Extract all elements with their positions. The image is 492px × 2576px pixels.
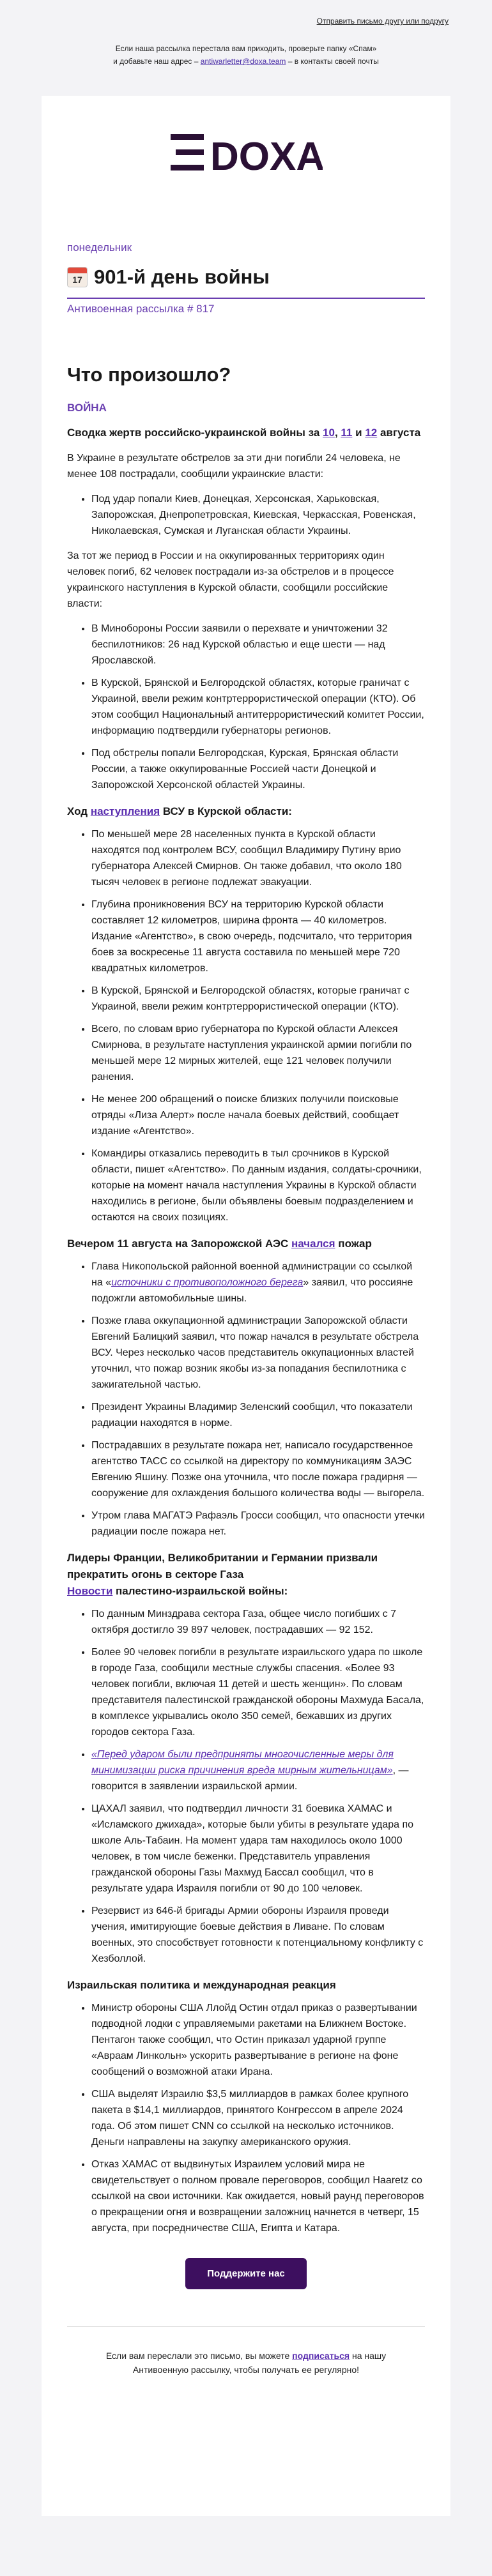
list-item: • В Курской, Брянской и Белгородской областях, которые граничат с Украиной, ввели режим контртеррористической операции (КТО).	[91, 983, 425, 1015]
russia-casualties-text: За тот же период в России и на оккупированных территориях один человек погиб, 62 человек пострадали из-за обстрелов и в процессе украинского наступления в Курской области, сообщили российские власти:	[67, 550, 394, 609]
israel-policy-heading: Израильская политика и международная реакция	[67, 1979, 336, 1991]
newsletter-card	[42, 96, 450, 2516]
list-item: • Глава Никопольской районной военной администрации со ссылкой на «источники с противоположного берега» заявил, что россияне подожгли автомобильные шины.	[91, 1259, 425, 1307]
casualties-heading: Сводка жертв российско-украинской войны за 10, 11 и 12 августа	[67, 427, 421, 439]
offensive-link[interactable]: наступления	[90, 805, 160, 817]
list-item: • ЦАХАЛ заявил, что подтвердил личности 31 боевика ХАМАС и «Исламского джихада», которые были убиты в результате удара по школе Аль-Табаин. На момент удара там находилось около 1000 человек, в том числе беженки. Представитель управления гражданской обороны Газы Махмуд Бассал сообщил, что в результате удара Израиля погибли от 90 до 100 человек.	[91, 1801, 425, 1897]
leaders-heading: Лидеры Франции, Великобритании и Германии призвали прекратить огонь в секторе Газа Новости палестино-израильской войны:	[67, 1552, 378, 1597]
news-link[interactable]: Новости	[67, 1585, 113, 1597]
list-item: • Президент Украины Владимир Зеленский сообщил, что показатели радиации находятся в норме.	[91, 1399, 425, 1431]
date-link-11[interactable]: 11	[341, 427, 353, 439]
war-heading: ВОЙНА	[67, 402, 107, 414]
list-item: • США выделят Израилю $3,5 миллиардов в рамках более крупного пакета в $14,1 миллиардов, принятого Конгрессом в апреле 2024 года. Об этом пишет CNN со ссылкой на несколько источников. Деньги направлены на закупку американского оружия.	[91, 2086, 425, 2150]
main-content	[67, 241, 425, 2398]
fire-started-link[interactable]: начался	[291, 1238, 335, 1250]
list-item: • Утром глава МАГАТЭ Рафаэль Гросси сообщил, что опасности утечки радиации после пожара нет.	[91, 1508, 425, 1540]
notice-line-2: и добавьте наш адрес – antiwarletter@doxa.team – в контакты своей почты	[113, 57, 379, 66]
gaza-list	[67, 1606, 425, 1967]
zaes-heading: Вечером 11 августа на Запорожской АЭС начался пожар	[67, 1238, 372, 1250]
date-link-12[interactable]: 12	[365, 427, 378, 439]
list-item: • В Курской, Брянской и Белгородской областях, которые граничат с Украиной, ввели режим контртеррористической операции (КТО). Об этом сообщил Национальный антитеррористический комитет России, информацию подтвердили губернаторы регионов.	[91, 675, 425, 739]
date-link-10[interactable]: 10	[323, 427, 335, 439]
page-title: 17 901-й день войны	[67, 266, 425, 289]
list-item: • По меньшей мере 28 населенных пункта в Курской области находятся под контролем ВСУ, сообщил Владимиру Путину врио губернатора Алексей Смирнов. Он также добавил, что около 180 тысяч человек в регионе подлежат эвакуации.	[91, 826, 425, 890]
list-item: • Не менее 200 обращений о поиске близких получили поисковые отряды «Лиза Алерт» после начала боевых действий, сообщает издание «Агентство».	[91, 1091, 425, 1139]
kursk-heading: Ход наступления ВСУ в Курской области:	[67, 805, 292, 817]
newsletter-number: Антивоенная рассылка # 817	[67, 298, 425, 315]
list-item: • В Минобороны России заявили о перехвате и уничтожении 32 беспилотников: 26 над Курской областью и еще шести — над Ярославской.	[91, 621, 425, 669]
spam-notice	[0, 42, 492, 68]
list-item: • Позже глава оккупационной администрации Запорожской области Евгений Балицкий заявил, что пожар начался в результате обстрела ВСУ. Через несколько часов представитель оккупационных властей уточнил, что пожар возник якобы из-за попадания беспилотника с зажигательной частью.	[91, 1313, 425, 1393]
list-item: • Отказ ХАМАС от выдвинутых Израилем условий мира не свидетельствует о полном провале переговоров, сообщил Haaretz со ссылкой на свои источники. Как ожидается, новый раунд переговоров о прекращении огня и возвращении заложниц начнется в четверг, 15 августа, при посредничестве США, Египта и Катара.	[91, 2156, 425, 2236]
support-button[interactable]: Поддержите нас	[185, 2258, 307, 2289]
list-item: • По данным Минздрава сектора Газа, общее число погибших с 7 октября достигло 39 897 человек, пострадавших — 92 152.	[91, 1606, 425, 1638]
weekday: понедельник	[67, 241, 132, 254]
list-item: • Резервист из 646-й бригады Армии обороны Израиля проведи учения, имитирующие боевые действия в Ливане. По словам военных, это способствует готовности к потенциальному конфликту с Хезболлой.	[91, 1903, 425, 1967]
ukraine-casualties-text: В Украине в результате обстрелов за эти дни погибли 24 человека, не менее 108 пострадали, сообщили украинские власти:	[67, 453, 401, 480]
quote-link[interactable]: «Перед ударом были предприняты многочисленные меры для минимизации риска причинения вреда мирным жительницам»	[91, 1749, 394, 1776]
notice-line-1: Если наша рассылка перестала вам приходить, проверьте папку «Спам»	[115, 44, 377, 53]
list-item: • Командиры отказались переводить в тыл срочников в Курской области, пишет «Агентство». По данным издания, солдаты-срочники, которые на момент начала наступления Украины в Курской области находились в регионе, были объявлены боевым подразделением и остаются на своих позициях.	[91, 1146, 425, 1225]
israel-list	[67, 2000, 425, 2236]
list-item: • Более 90 человек погибли в результате израильского удара по школе в городе Газа, сообщили местные службы спасения. «Более 93 человек погибли, включая 11 детей и шесть женщин». По словам представителя палестинской гражданской обороны Махмуда Басала, в комплексе укрывались около 350 семей, бежавших из других городов сектора Газа.	[91, 1644, 425, 1740]
forward-to-friend-link[interactable]: Отправить письмо другу или подругу	[316, 17, 449, 26]
notice-email-link[interactable]: antiwarletter@doxa.team	[200, 57, 286, 66]
subscribe-link[interactable]: подписаться	[292, 2351, 350, 2361]
logo-text: DOXA	[210, 135, 323, 178]
list-item: • Под удар попали Киев, Донецкая, Херсонская, Харьковская, Запорожская, Днепропетровская, Киевская, Черкасская, Ровенская, Николаевская, Сумская и Луганская области Украины.	[91, 491, 425, 539]
list-item: • «Перед ударом были предприняты многочисленные меры для минимизации риска причинения вреда мирным жительницам», — говорится в заявлении израильской армии.	[91, 1746, 425, 1794]
doxa-logo	[42, 126, 450, 181]
top-bar	[0, 0, 492, 96]
zaes-list	[67, 1259, 425, 1540]
list-item: • Глубина проникновения ВСУ на территорию Курской области составляет 12 километров, ширина фронта — 40 километров. Издание «Агентство», в свою очередь, подсчитало, что территория боев за воскресенье 11 августа составила по меньшей мере 720 квадратных километров.	[91, 897, 425, 976]
russia-list	[67, 621, 425, 793]
list-item: • Под обстрелы попали Белгородская, Курская, Брянская области России, а также оккупированные Россией части Донецкой и Запорожской Херсонской областей Украины.	[91, 745, 425, 793]
list-item: • Всего, по словам врио губернатора по Курской области Алексея Смирнова, в результате наступления украинской армии погибли по меньшей мере 12 мирных жителей, еще 121 человек получили ранения.	[91, 1021, 425, 1085]
calendar-icon: 17	[67, 267, 88, 287]
section-title: Что произошло?	[67, 363, 231, 386]
ukraine-list	[67, 491, 425, 539]
list-item: • Министр обороны США Ллойд Остин отдал приказ о развертывании подводной лодки с управляемыми ракетами на Ближнем Востоке. Пентагон также сообщил, что Остин приказал ударной группе «Авраам Линкольн» ускорить развертывание в регионе на фоне сообщений о возможной атаки Ирана.	[91, 2000, 425, 2080]
sources-link[interactable]: источники с противоположного берега	[111, 1277, 304, 1288]
footer: Если вам переслали это письмо, вы можете подписаться на нашу Антивоенную рассылку, чтобы получать ее регулярно!	[67, 2326, 425, 2398]
doxa-logo-mark	[169, 126, 323, 178]
list-item: • Пострадавших в результате пожара нет, написало государственное агентство ТАСС со ссылкой на директору по коммуникациям ЗАЭС Евгению Яшину. Позже она уточнила, что после пожара градирня — сооружение для охлаждения большого количества воды — выгорела.	[91, 1437, 425, 1501]
kursk-list	[67, 826, 425, 1225]
